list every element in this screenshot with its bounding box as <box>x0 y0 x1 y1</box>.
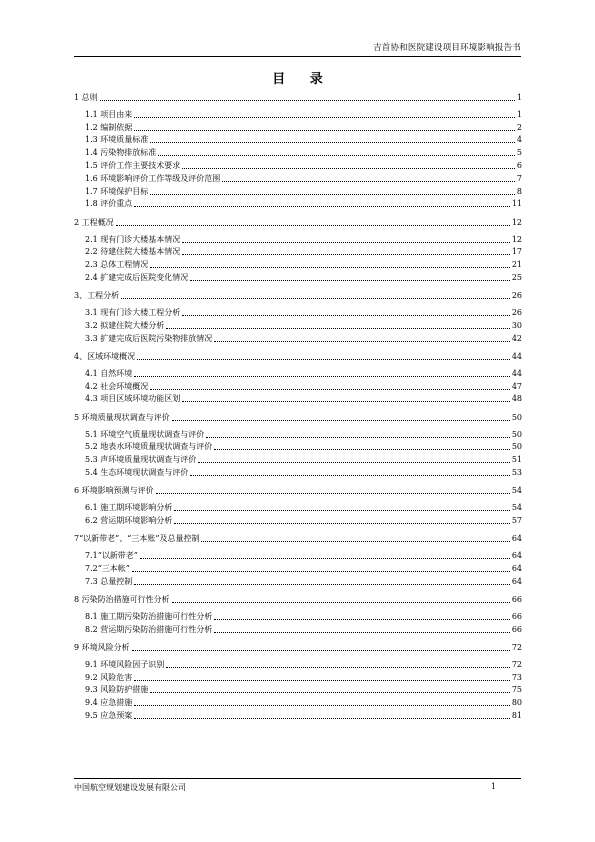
dot-leader <box>172 602 510 603</box>
toc-section-entry[interactable] <box>74 197 522 210</box>
toc-entry-page: 1 <box>516 92 522 102</box>
toc-entry-page: 1 <box>516 109 522 119</box>
toc-entry-label: 1.2 编制依据 <box>85 122 133 132</box>
toc-chapter-entry[interactable] <box>74 349 522 362</box>
dot-leader <box>132 571 510 572</box>
dot-leader <box>140 558 510 559</box>
toc-section-entry[interactable] <box>74 318 522 331</box>
toc-section-entry[interactable] <box>74 452 522 465</box>
toc-entry-page: 64 <box>511 563 522 573</box>
toc-entry-label: 6.1 施工期环境影响分析 <box>85 503 173 513</box>
footer-page-number: 1 <box>490 782 496 791</box>
toc-section-entry[interactable] <box>74 331 522 344</box>
dot-leader <box>222 181 515 182</box>
dot-leader <box>198 462 510 463</box>
dot-leader <box>150 194 515 195</box>
toc-section-entry[interactable] <box>74 609 522 622</box>
toc-section-entry[interactable] <box>74 622 522 635</box>
toc-entry-label: 2 工程概况 <box>74 217 114 227</box>
dot-leader <box>137 359 510 360</box>
toc-entry-label: 1.8 评价重点 <box>85 199 133 209</box>
dot-leader <box>134 376 510 377</box>
toc-entry-label: 7.2“三本帐” <box>85 563 130 573</box>
toc-entry-label: 9.3 风险防护措施 <box>85 685 149 695</box>
toc-section-entry[interactable] <box>74 695 522 708</box>
toc-entry-label: 6.2 营运期环境影响分析 <box>85 515 173 525</box>
dot-leader <box>166 667 510 668</box>
toc-entry-label: 9 环境风险分析 <box>74 642 130 652</box>
toc-entry-page: 26 <box>511 291 522 301</box>
toc-section-entry[interactable] <box>74 145 522 158</box>
dot-leader <box>134 584 510 585</box>
toc-entry-page: 50 <box>511 412 522 422</box>
toc-section-entry[interactable] <box>74 574 522 587</box>
dot-leader <box>134 705 510 706</box>
toc-entry-page: 64 <box>511 534 522 544</box>
toc-entry-label: 1.5 评价工作主要技术要求 <box>85 160 181 170</box>
dot-leader <box>190 475 510 476</box>
header-title: 吉首协和医院建设项目环境影响报告书 <box>373 43 521 53</box>
toc-section-entry[interactable] <box>74 670 522 683</box>
toc-entry-page: 8 <box>516 186 522 196</box>
toc-section-entry[interactable] <box>74 366 522 379</box>
page-header <box>74 40 521 57</box>
dot-leader <box>158 155 515 156</box>
dot-leader <box>134 718 510 719</box>
dot-leader <box>156 493 510 494</box>
toc-section-entry[interactable] <box>74 513 522 526</box>
dot-leader <box>214 619 510 620</box>
toc-entry-page: 80 <box>511 698 522 708</box>
dot-leader <box>134 117 515 118</box>
toc-entry-label: 7.3 总量控制 <box>85 576 133 586</box>
toc-entry-label: 1.7 环境保护目标 <box>85 186 149 196</box>
toc-entry-page: 57 <box>511 515 522 525</box>
toc-section-entry[interactable] <box>74 548 522 561</box>
dot-leader <box>182 242 510 243</box>
toc-entry-label: 8.1 施工期污染防治措施可行性分析 <box>85 611 213 621</box>
toc-entry-page: 66 <box>511 594 522 604</box>
toc-entry-page: 53 <box>511 468 522 478</box>
dot-leader <box>134 206 510 207</box>
toc-chapter-entry[interactable] <box>74 288 522 301</box>
toc-section-entry[interactable] <box>74 683 522 696</box>
toc-chapter-entry[interactable] <box>74 90 522 103</box>
toc-entry-label: 5.2 地表水环境质量现状调查与评价 <box>85 442 213 452</box>
toc-entry-label: 5 环境质量现状调查与评价 <box>74 412 170 422</box>
toc-entry-page: 42 <box>511 333 522 343</box>
dot-leader <box>150 142 515 143</box>
dot-leader <box>150 267 510 268</box>
toc-entry-label: 4.2 社会环境概况 <box>85 381 149 391</box>
toc-entry-page: 72 <box>511 659 522 669</box>
page-footer <box>74 778 521 793</box>
toc-entry-page: 2 <box>516 122 522 132</box>
toc-entry-page: 51 <box>511 455 522 465</box>
toc-entry-page: 47 <box>511 381 522 391</box>
toc-section-entry[interactable] <box>74 392 522 405</box>
toc-section-entry[interactable] <box>74 270 522 283</box>
toc-entry-label: 1.1 项目由来 <box>85 109 133 119</box>
toc-entry-page: 72 <box>511 642 522 652</box>
toc-entry-page: 44 <box>511 351 522 361</box>
toc-entry-label: 4.1 自然环境 <box>85 368 133 378</box>
toc-entry-page: 64 <box>511 576 522 586</box>
toc-entry-page: 81 <box>511 711 522 721</box>
dot-leader <box>174 510 510 511</box>
toc-entry-page: 64 <box>511 551 522 561</box>
toc-entry-page: 48 <box>511 394 522 404</box>
toc-section-entry[interactable] <box>74 133 522 146</box>
dot-leader <box>182 315 510 316</box>
toc-entry-page: 26 <box>511 308 522 318</box>
dot-leader <box>174 523 510 524</box>
toc-entry-label: 1.3 环境质量标准 <box>85 135 149 145</box>
toc-section-entry[interactable] <box>74 440 522 453</box>
toc-entry-page: 75 <box>511 685 522 695</box>
dot-leader <box>206 437 510 438</box>
toc-entry-label: 8.2 营运期污染防治措施可行性分析 <box>85 624 213 634</box>
dot-leader <box>132 650 510 651</box>
toc-entry-page: 66 <box>511 624 522 634</box>
toc-entry-page: 50 <box>511 442 522 452</box>
dot-leader <box>121 298 510 299</box>
toc-section-entry[interactable] <box>74 379 522 392</box>
toc-entry-page: 17 <box>511 247 522 257</box>
dot-leader <box>190 280 510 281</box>
toc-entry-label: 4、区域环境概况 <box>74 351 136 361</box>
toc-entry-label: 3.2 拟建住院大楼分析 <box>85 320 165 330</box>
toc-entry-page: 50 <box>511 429 522 439</box>
toc-entry-label: 4.3 项目区域环境功能区划 <box>85 394 181 404</box>
toc-entry-page: 54 <box>511 503 522 513</box>
toc-section-entry[interactable] <box>74 232 522 245</box>
toc-entry-label: 9.5 应急预案 <box>85 711 133 721</box>
dot-leader <box>134 130 515 131</box>
toc-chapter-entry[interactable] <box>74 215 522 228</box>
toc-chapter-entry[interactable] <box>74 410 522 423</box>
footer-company: 中国航空规划建设发展有限公司 <box>74 783 186 792</box>
toc-entry-page: 25 <box>511 272 522 282</box>
toc-entry-page: 7 <box>516 173 522 183</box>
toc-entry-label: 1.6 环境影响评价工作等级及评价范围 <box>85 173 221 183</box>
toc-section-entry[interactable] <box>74 427 522 440</box>
toc-entry-page: 44 <box>511 368 522 378</box>
toc-entry-page: 66 <box>511 611 522 621</box>
toc-entry-label: 9.4 应急措施 <box>85 698 133 708</box>
toc-entry-page: 21 <box>511 260 522 270</box>
toc-entry-label: 8 污染防治措施可行性分析 <box>74 594 170 604</box>
toc-section-entry[interactable] <box>74 257 522 270</box>
toc-chapter-entry[interactable] <box>74 592 522 605</box>
dot-leader <box>172 420 510 421</box>
toc-section-entry[interactable] <box>74 305 522 318</box>
toc-section-entry[interactable] <box>74 158 522 171</box>
toc-entry-label: 5.4 生态环境现状调查与评价 <box>85 468 189 478</box>
toc-section-entry[interactable] <box>74 708 522 721</box>
toc-entry-page: 5 <box>516 148 522 158</box>
dot-leader <box>150 389 510 390</box>
dot-leader <box>100 100 515 101</box>
toc-entry-label: 1 总则 <box>74 92 98 102</box>
toc-chapter-entry[interactable] <box>74 531 522 544</box>
toc-entry-label: 5.1 环境空气质量现状调查与评价 <box>85 429 205 439</box>
toc-entry-label: 2.3 总体工程情况 <box>85 260 149 270</box>
toc-section-entry[interactable] <box>74 500 522 513</box>
toc-section-entry[interactable] <box>74 120 522 133</box>
dot-leader <box>182 254 510 255</box>
toc-chapter-entry[interactable] <box>74 483 522 496</box>
dot-leader <box>201 541 509 542</box>
toc-title: 目 录 <box>272 72 333 87</box>
toc-entry-label: 2.2 待建住院大楼基本情况 <box>85 247 181 257</box>
toc-entry-page: 54 <box>511 486 522 496</box>
toc-entry-label: 9.2 风险危害 <box>85 672 133 682</box>
toc-entry-label: 2.1 现有门诊大楼基本情况 <box>85 234 181 244</box>
dot-leader <box>182 168 515 169</box>
toc-section-entry[interactable] <box>74 465 522 478</box>
toc-entry-label: 3.3 扩建完成后医院污染物排放情况 <box>85 333 213 343</box>
toc-section-entry[interactable] <box>74 245 522 258</box>
toc-entry-label: 3、工程分析 <box>74 291 120 301</box>
toc-chapter-entry[interactable] <box>74 640 522 653</box>
dot-leader <box>214 449 510 450</box>
dot-leader <box>134 680 510 681</box>
toc-entry-page: 12 <box>511 217 522 227</box>
toc-entry-page: 4 <box>516 135 522 145</box>
toc-entry-label: 2.4 扩建完成后医院变化情况 <box>85 272 189 282</box>
toc-entry-label: 7.1“以新带老” <box>85 551 138 561</box>
dot-leader <box>214 632 510 633</box>
toc-entry-page: 30 <box>511 320 522 330</box>
toc-entry-label: 5.3 声环境质量现状调查与评价 <box>85 455 197 465</box>
dot-leader <box>166 328 510 329</box>
toc-entry-page: 11 <box>511 199 522 209</box>
toc-section-entry[interactable] <box>74 171 522 184</box>
dot-leader <box>116 225 510 226</box>
toc-entry-page: 73 <box>511 672 522 682</box>
toc-section-entry[interactable] <box>74 184 522 197</box>
dot-leader <box>182 401 510 402</box>
toc-section-entry[interactable] <box>74 657 522 670</box>
toc-entry-label: 7“以新带老”、“三本账”及总量控制 <box>74 534 200 544</box>
dot-leader <box>214 341 510 342</box>
toc-section-entry[interactable] <box>74 561 522 574</box>
toc-entry-page: 6 <box>516 160 522 170</box>
toc-entry-label: 3.1 现有门诊大楼工程分析 <box>85 308 181 318</box>
toc-entry-label: 1.4 污染物排放标准 <box>85 148 157 158</box>
toc-entry-page: 12 <box>511 234 522 244</box>
table-of-contents <box>74 90 522 721</box>
dot-leader <box>150 692 510 693</box>
toc-entry-label: 9.1 环境风险因子识别 <box>85 659 165 669</box>
toc-section-entry[interactable] <box>74 107 522 120</box>
toc-entry-label: 6 环境影响预测与评价 <box>74 486 154 496</box>
